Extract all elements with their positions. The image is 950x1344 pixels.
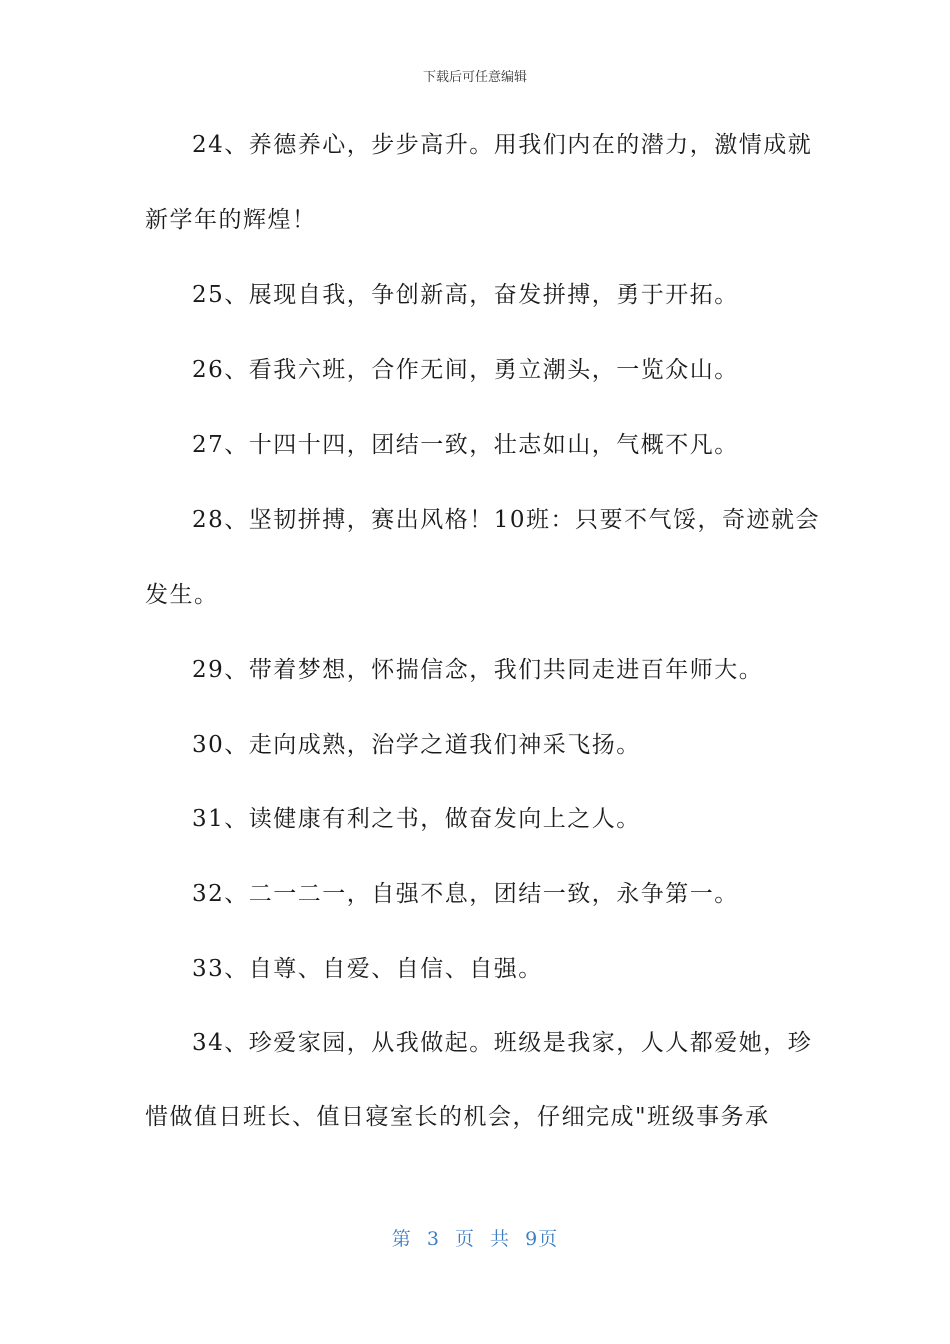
footer-label-di: 第 [391, 1228, 412, 1250]
paragraph-28-line-1: 28、坚韧拼搏，赛出风格！10班：只要不气馁，奇迹就会 [192, 507, 821, 533]
page-header: 下载后可任意编辑 [422, 70, 527, 85]
paragraph-32: 32、二一二一，自强不息，团结一致，永争第一。 [192, 881, 739, 907]
footer-label-ye: 页 [454, 1228, 475, 1250]
paragraph-29: 29、带着梦想，怀揣信念，我们共同走进百年师大。 [192, 657, 764, 683]
footer-label-gong: 共 [490, 1228, 511, 1250]
paragraph-24-line-2: 新学年的辉煌！ [145, 207, 317, 233]
paragraph-33: 33、自尊、自爱、自信、自强。 [192, 956, 543, 982]
paragraph-24-line-1: 24、养德养心，步步高升。用我们内在的潜力，激情成就 [192, 132, 813, 158]
paragraph-25: 25、展现自我，争创新高，奋发拼搏，勇于开拓。 [192, 282, 739, 308]
paragraph-28-line-2: 发生。 [145, 582, 219, 608]
paragraph-31: 31、读健康有利之书，做奋发向上之人。 [192, 806, 641, 832]
paragraph-34-line-1: 34、珍爱家园，从我做起。班级是我家，人人都爱她，珍 [192, 1030, 813, 1056]
paragraph-27: 27、十四十四，团结一致，壮志如山，气概不凡。 [192, 432, 739, 458]
current-page-number: 3 [426, 1228, 440, 1250]
paragraph-34-line-2: 惜做值日班长、值日寝室长的机会，仔细完成"班级事务承 [145, 1104, 770, 1130]
paragraph-26: 26、看我六班，合作无间，勇立潮头，一览众山。 [192, 357, 739, 383]
paragraph-30: 30、走向成熟，治学之道我们神采飞扬。 [192, 732, 641, 758]
total-pages: 9页 [525, 1228, 559, 1250]
page-footer [0, 1224, 950, 1251]
